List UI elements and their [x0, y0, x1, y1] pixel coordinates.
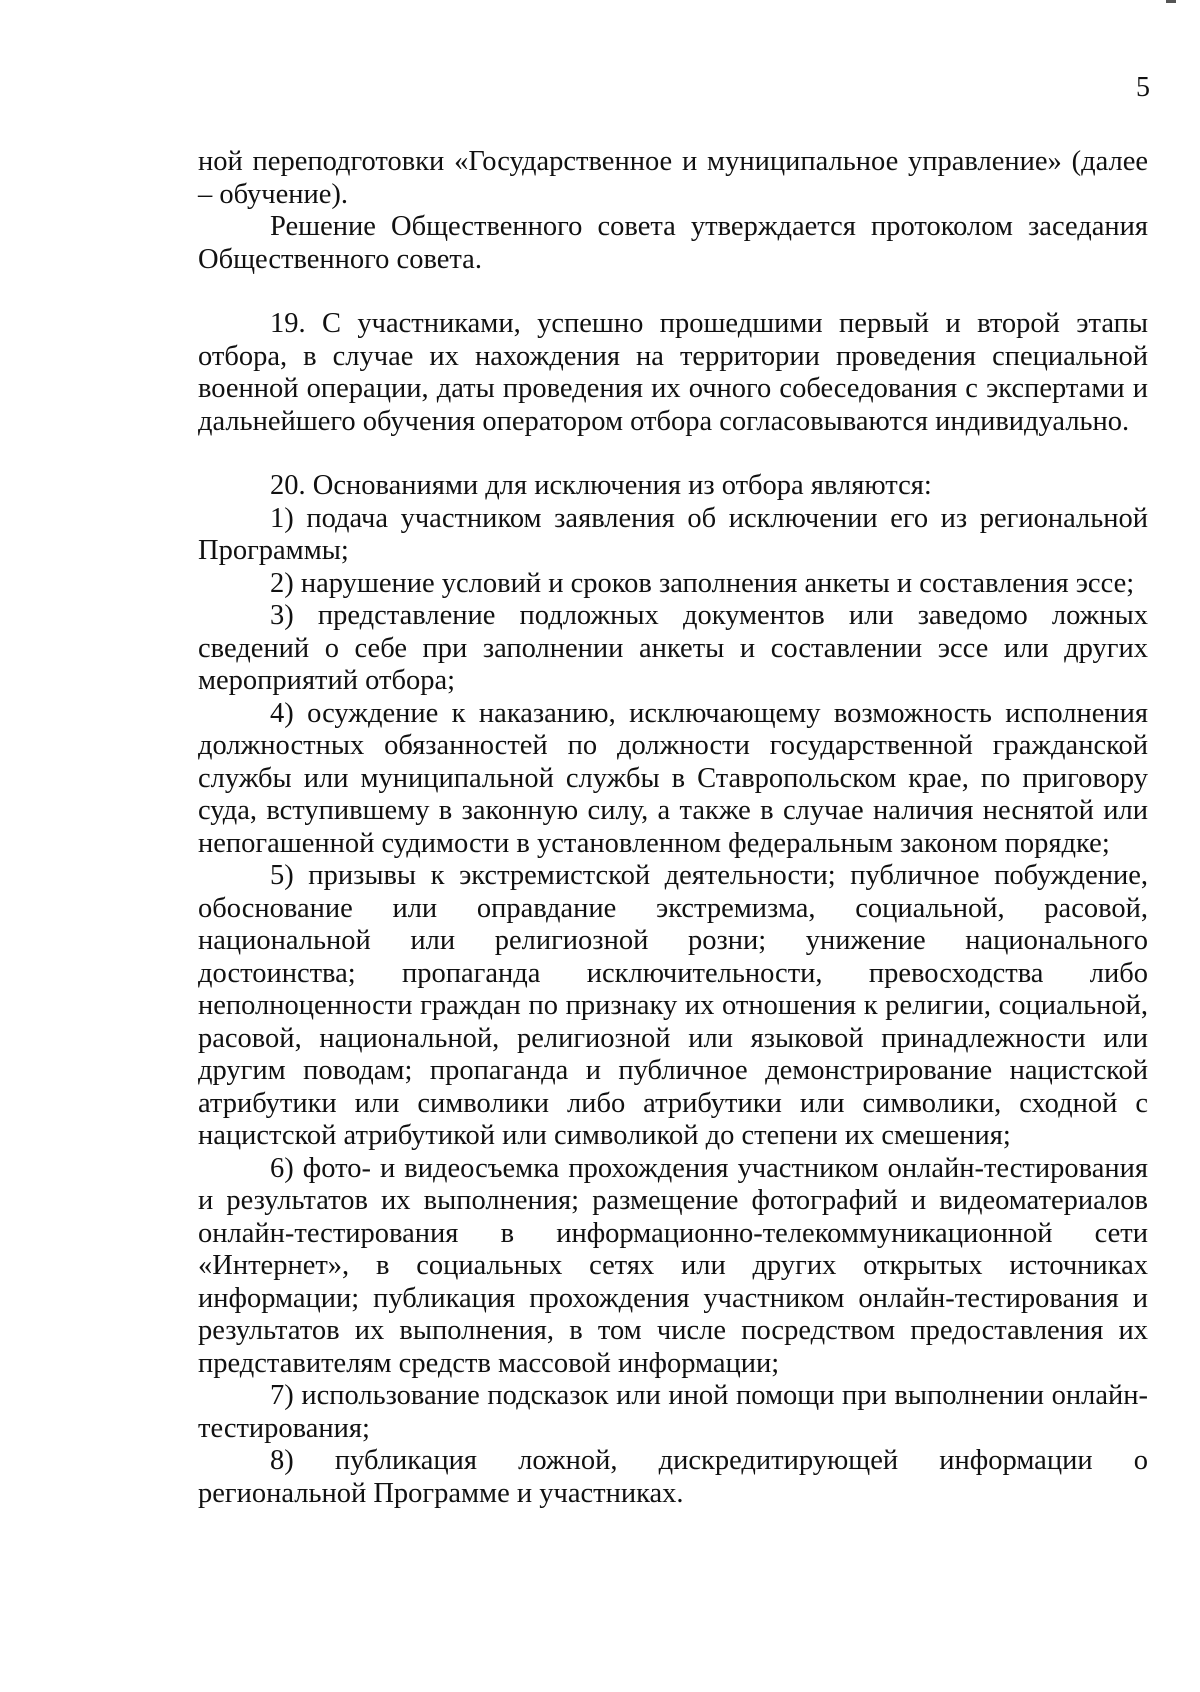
- paragraph-gap: [198, 276, 1148, 308]
- list-item-2: 2) нарушение условий и сроков заполнения анкеты и составления эссе;: [270, 567, 1135, 599]
- paragraph-council-decision: Решение Общественного совета утверждается протоколом заседания Общественного совета.: [198, 211, 1148, 275]
- list-item-7: 7) использование подсказок или иной помощи при выполнении онлайн-тестирования;: [198, 1380, 1148, 1444]
- list-item-3: 3) представление подложных документов или заведомо ложных сведений о себе при заполнении анкеты и составлении эссе или других мероприятий отбора;: [198, 600, 1148, 696]
- list-item-1: 1) подача участником заявления об исключении его из региональной Программы;: [198, 502, 1148, 566]
- paragraph-gap: [198, 438, 1148, 470]
- list-item-5: 5) призывы к экстремистской деятельности; публичное побуждение, обоснование или оправдание экстремизма, социальной, расовой, национальной или религиозной розни; унижение национального достоинства; пропаганда исключительности, превосходства либо неполноценности граждан по признаку их отношения к религии, социальной, расовой, национальной, религиозной или языковой принадлежности или другим поводам; пропаганда и публичное демонстрирование нацистской атрибутики или символики либо атрибутики или символики, сходной с нацистской атрибутикой или символикой до степени их смешения;: [198, 860, 1148, 1151]
- paragraph-clause-20: 20. Основаниями для исключения из отбора являются:: [270, 470, 932, 501]
- page-number: 5: [1136, 72, 1150, 103]
- document-body: [198, 146, 1148, 1510]
- scan-corner-mark: [1166, 0, 1176, 3]
- paragraph-continuation: ной переподготовки «Государственное и муниципальное управление» (далее – обучение).: [198, 146, 1148, 210]
- paragraph-clause-19: 19. С участниками, успешно прошедшими первый и второй этапы отбора, в случае их нахождения на территории проведения специальной военной операции, даты проведения их очного собеседования с экспертами и дальнейшего обучения оператором отбора согласовываются индивидуально.: [198, 308, 1148, 437]
- list-item-6: 6) фото- и видеосъемка прохождения участником онлайн-тестирования и результатов их выполнения; размещение фотографий и видеоматериалов онлайн-тестирования в информационно-телекоммуникационной сети «Интернет», в социальных сетях или других открытых источниках информации; публикация прохождения участником онлайн-тестирования и результатов их выполнения, в том числе посредством предоставления их представителям средств массовой информации;: [198, 1152, 1148, 1379]
- list-item-8: 8) публикация ложной, дискредитирующей информации о региональной Программе и участниках.: [198, 1445, 1148, 1509]
- list-item-4: 4) осуждение к наказанию, исключающему возможность исполнения должностных обязанностей по должности государственной гражданской службы или муниципальной службы в Ставропольском крае, по приговору суда, вступившему в законную силу, а также в случае наличия неснятой или непогашенной судимости в установленном федеральным законом порядке;: [198, 697, 1148, 859]
